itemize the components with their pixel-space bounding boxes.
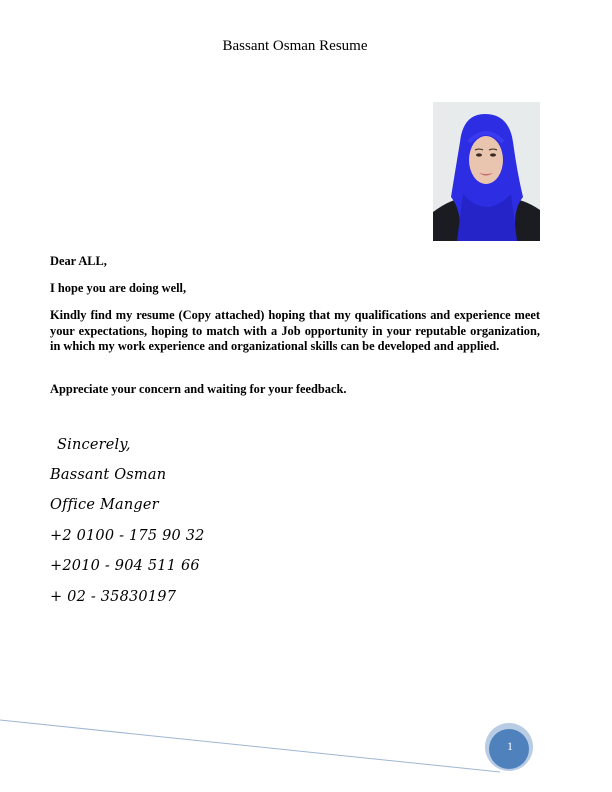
signature-name: Bassant Osman [50,467,167,483]
opening-line: I hope you are doing well, [50,281,187,295]
body-paragraph: Kindly find my resume (Copy attached) hoping that my qualifications and experience meet your expectations, hoping to match with a Job opportunity in your reputable organization, in which my work experience and organizational skills can be developed and applied. [50,308,540,353]
phone-number-2: +2010 - 904 511 66 [50,558,200,574]
page-number: 1 [507,739,513,753]
closing-line: Appreciate your concern and waiting for your feedback. [50,382,347,396]
phone-number-3: + 02 - 35830197 [50,589,177,605]
profile-photo [433,102,540,241]
greeting: Dear ALL, [50,254,107,268]
phone-number-1: +2 0100 - 175 90 32 [50,528,205,544]
signature-sign-off: Sincerely, [57,437,131,453]
page-header-title: Bassant Osman Resume [222,38,368,54]
signature-title: Office Manger [50,497,159,513]
